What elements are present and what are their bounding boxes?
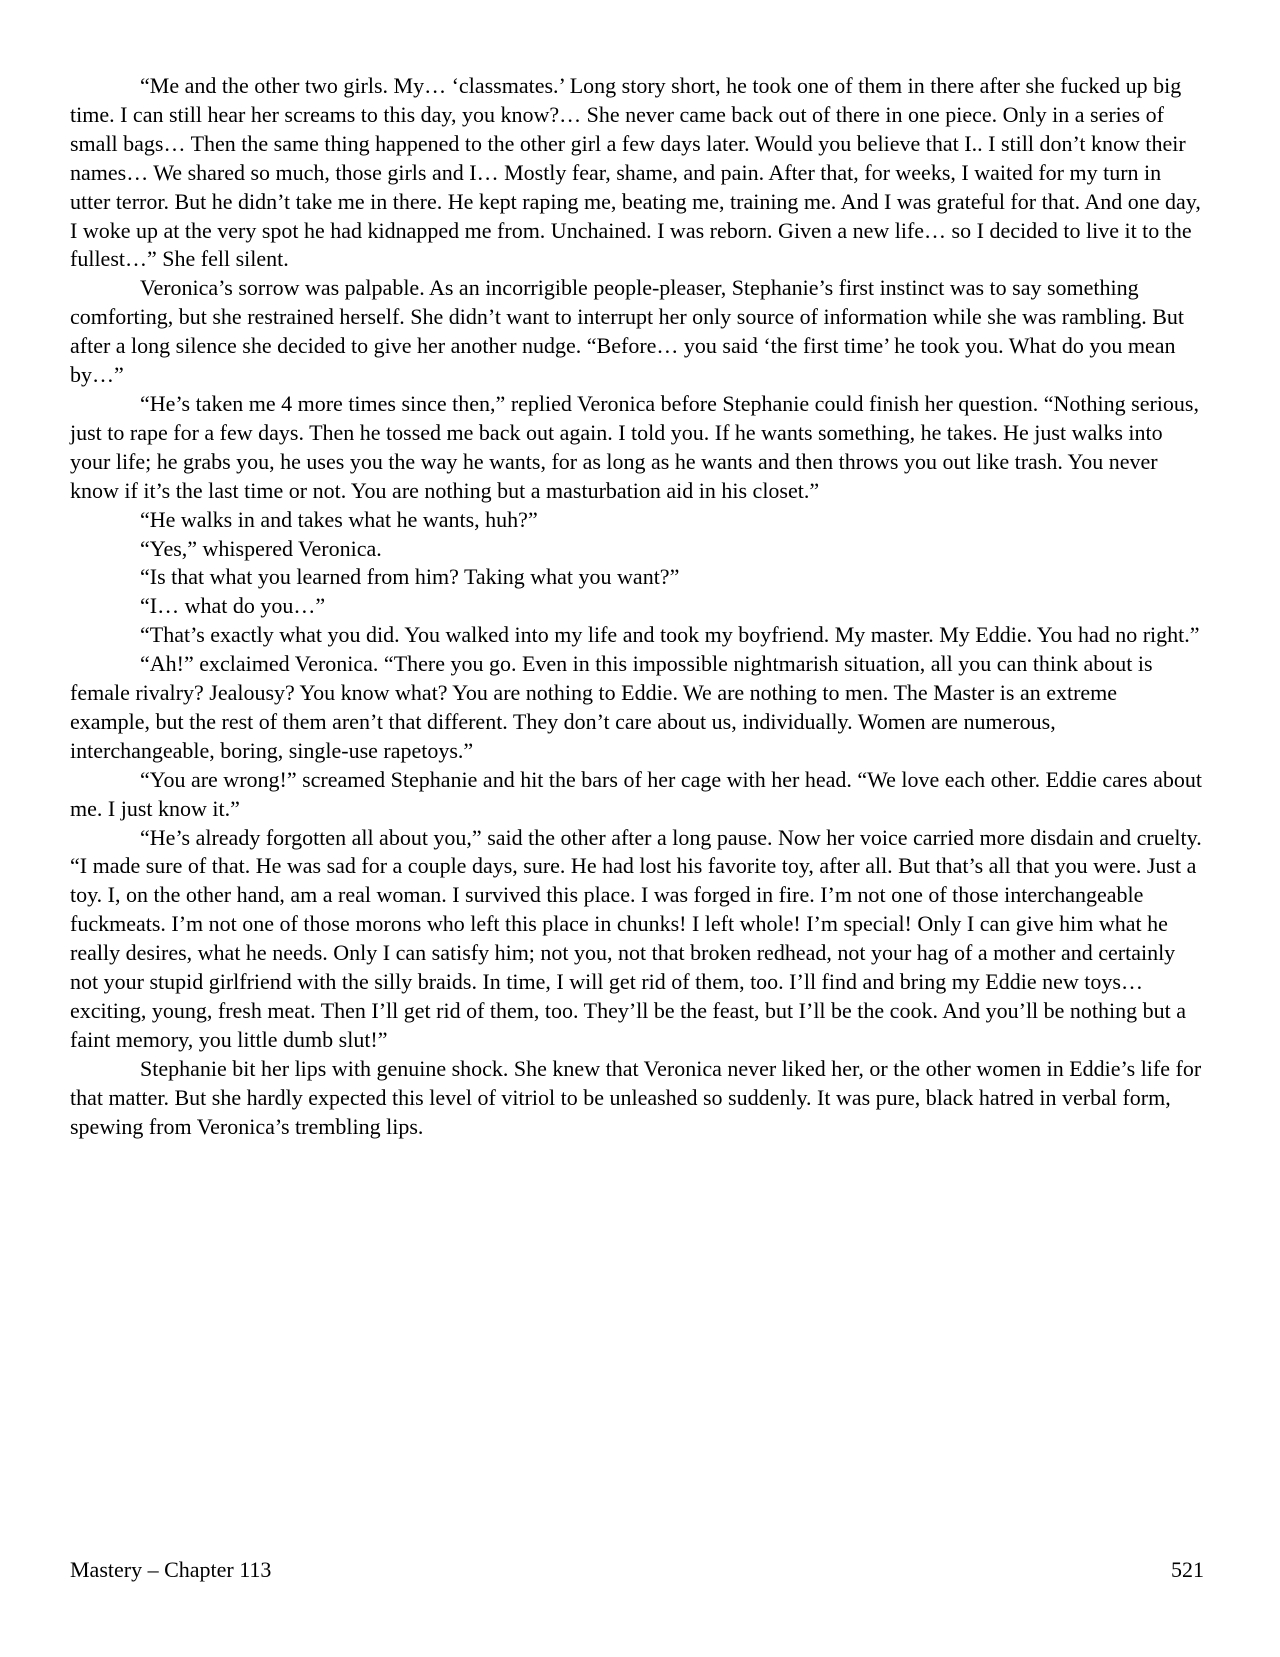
story-paragraph: “I… what do you…” (140, 593, 326, 619)
story-paragraph: “Yes,” whispered Veronica. (140, 535, 382, 561)
story-paragraph: “Is that what you learned from him? Taking what you want?” (140, 564, 680, 590)
story-text (70, 72, 1202, 1142)
story-paragraph: “Ah!” exclaimed Veronica. “There you go. Even in this impossible nightmarish situation, all you can think about is female rivalry? Jealousy? You know what? You are nothing to Eddie. We are nothing to men. The Master is an extreme example, but the rest of them aren’t that different. They don’t care about us, individually. Women are numerous, interchangeable, boring, single-use rapetoys.” (70, 651, 1153, 763)
story-paragraph: “He’s already forgotten all about you,” said the other after a long pause. Now her voice carried more disdain and cruelty. “I made sure of that. He was sad for a couple days, sure. He had lost his favorite toy, after all. But that’s all that you were. Just a toy. I, on the other hand, am a real woman. I survived this place. I was forged in fire. I’m not one of those interchangeable fuckmeats. I’m not one of those morons who left this place in chunks! I left whole! I’m special! Only I can give him what he really desires, what he needs. Only I can satisfy him; not you, not that broken redhead, not your hag of a mother and certainly not your stupid girlfriend with the silly braids. In time, I will get rid of them, too. I’ll find and bring my Eddie new toys… exciting, young, fresh meat. Then I’ll get rid of them, too. They’ll be the feast, but I’ll be the cook. And you’ll be nothing but a faint memory, you little dumb slut!” (70, 824, 1202, 1052)
story-paragraph: Veronica’s sorrow was palpable. As an incorrigible people-pleaser, Stephanie’s first instinct was to say something comforting, but she restrained herself. She didn’t want to interrupt her only source of information while she was rambling. But after a long silence she decided to give her another nudge. “Before… you said ‘the first time’ he took you. What do you mean by…” (70, 275, 1185, 388)
story-paragraph: “He’s taken me 4 more times since then,” replied Veronica before Stephanie could finish her question. “Nothing serious, just to rape for a few days. Then he tossed me back out again. I told you. If he wants something, he takes. He just walks into your life; he grabs you, he uses you the way he wants, for as long as he wants and then throws you out like trash. You never know if it’s the last time or not. You are nothing but a masturbation aid in his closet.” (70, 390, 1199, 503)
page-footer (70, 1556, 1204, 1585)
footer-page-number: 521 (1171, 1557, 1204, 1582)
story-paragraph: “Me and the other two girls. My… ‘classmates.’ Long story short, he took one of them in there after she fucked up big time. I can still hear her screams to this day, you know?… She never came back out of there in one piece. Only in a series of small bags… Then the same thing happened to the other girl a few days later. Would you believe that I.. I still don’t know their names… We shared so much, those girls and I… Mostly fear, shame, and pain. After that, for weeks, I waited for my turn in utter terror. But he didn’t take me in there. He kept raping me, beating me, training me. And I was grateful for that. And one day, I woke up at the very spot he had kidnapped me from. Unchained. I was reborn. Given a new life… so I decided to live it to the fullest…” She fell silent. (70, 73, 1201, 272)
story-paragraph: “You are wrong!” screamed Stephanie and hit the bars of her cage with her head. “We love each other. Eddie cares about me. I just know it.” (70, 766, 1202, 821)
story-paragraph: “He walks in and takes what he wants, huh?” (140, 506, 538, 532)
story-paragraph: Stephanie bit her lips with genuine shock. She knew that Veronica never liked her, or the other women in Eddie’s life for that matter. But she hardly expected this level of vitriol to be unleashed so suddenly. It was pure, black hatred in verbal form, spewing from Veronica’s trembling lips. (70, 1055, 1202, 1139)
story-paragraph: “That’s exactly what you did. You walked into my life and took my boyfriend. My master. My Eddie. You had no right.” (140, 622, 1200, 648)
footer-book-title: Mastery – Chapter 113 (70, 1557, 272, 1582)
